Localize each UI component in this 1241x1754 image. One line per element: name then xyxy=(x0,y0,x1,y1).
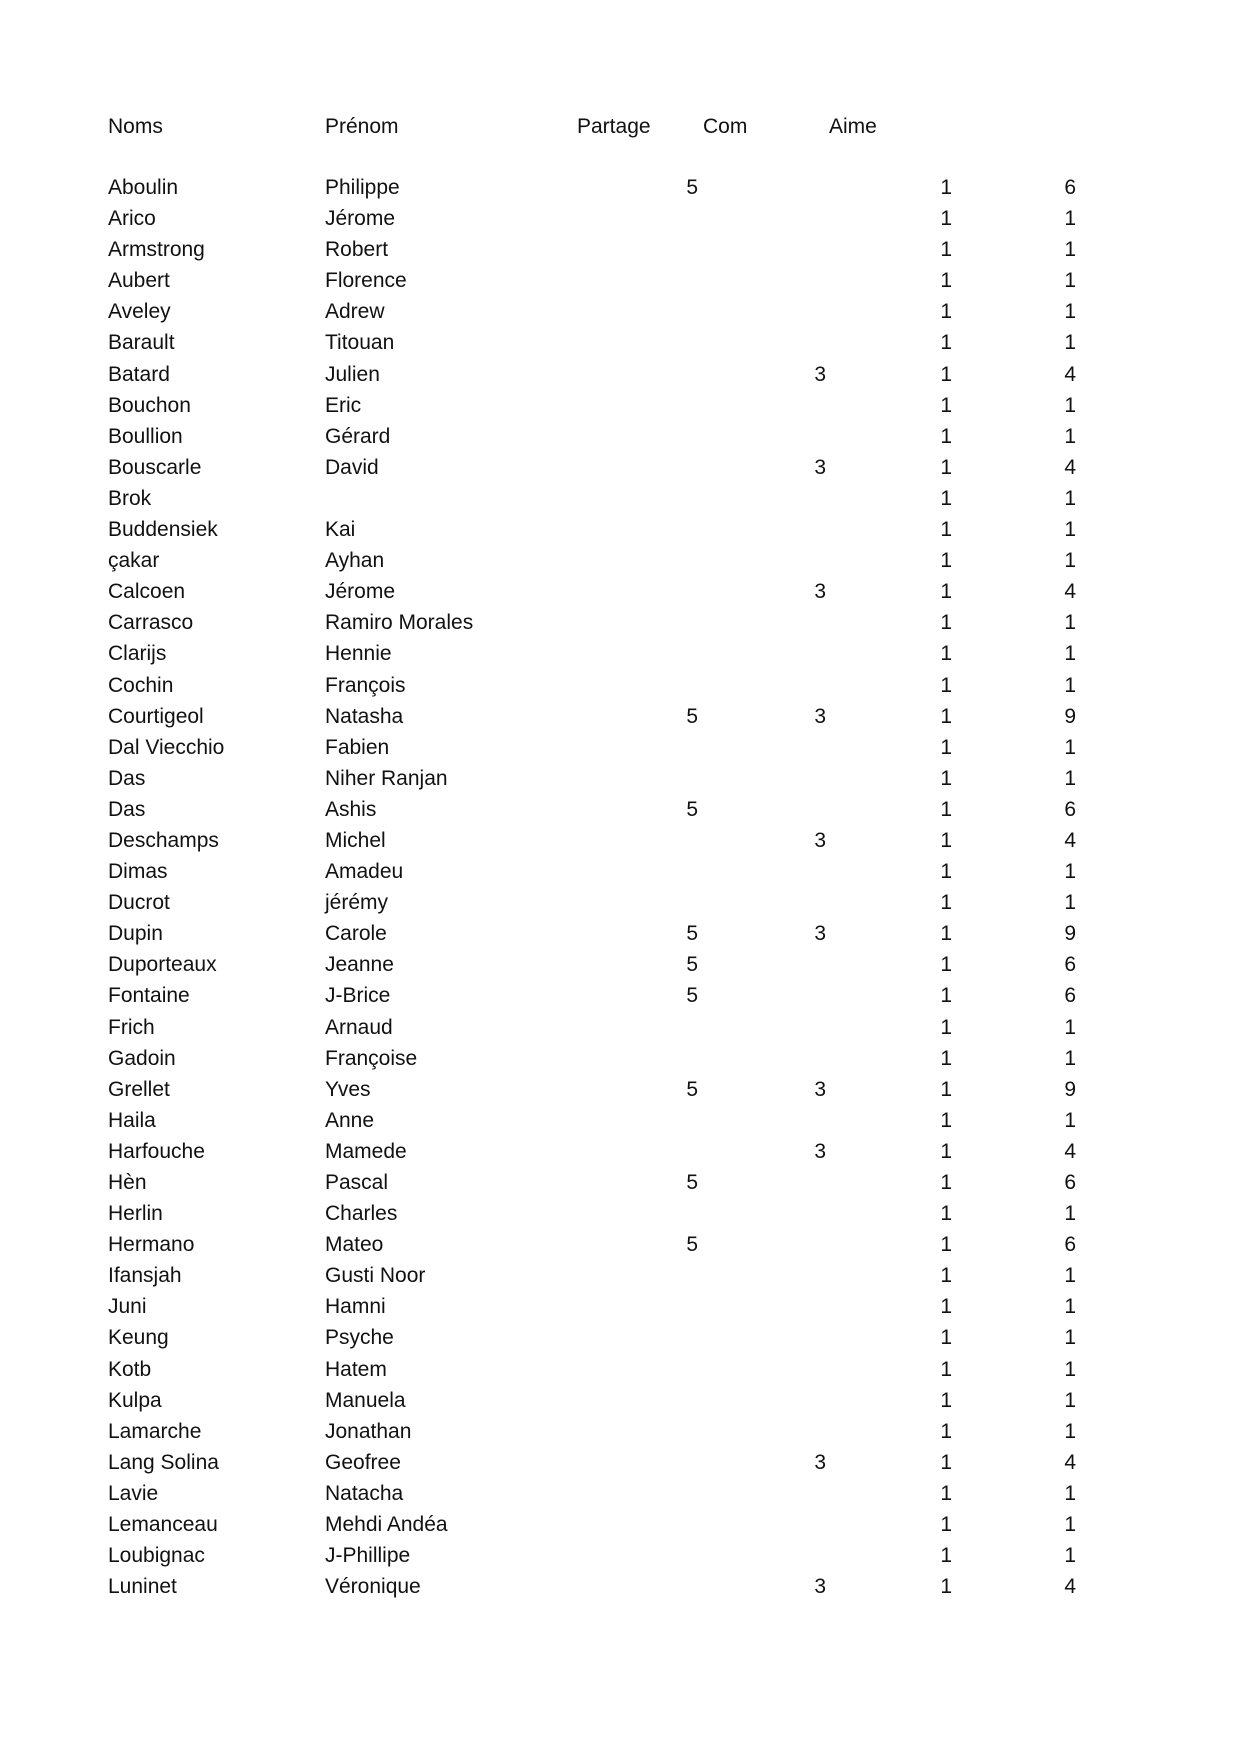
cell-prenom: Geofree xyxy=(325,1450,401,1474)
cell-total: 6 xyxy=(1064,797,1076,821)
cell-aime: 1 xyxy=(940,1264,952,1288)
cell-total: 1 xyxy=(1064,891,1076,915)
cell-nom: Clarijs xyxy=(108,642,167,666)
cell-prenom: Eric xyxy=(325,393,362,417)
table-row xyxy=(0,1292,1241,1323)
cell-aime: 1 xyxy=(940,269,952,293)
cell-total: 9 xyxy=(1064,1077,1076,1101)
cell-nom: çakar xyxy=(108,549,160,573)
cell-total: 1 xyxy=(1064,1264,1076,1288)
table-row xyxy=(0,919,1241,950)
cell-prenom: Florence xyxy=(325,269,407,293)
cell-nom: Kotb xyxy=(108,1357,152,1381)
cell-partage: 5 xyxy=(686,176,698,199)
table-row xyxy=(0,391,1241,422)
cell-prenom: Kai xyxy=(325,518,356,542)
cell-total: 1 xyxy=(1064,393,1076,417)
table-row xyxy=(0,360,1241,391)
cell-nom: Carrasco xyxy=(108,611,194,635)
cell-nom: Cochin xyxy=(108,673,174,697)
table-row xyxy=(0,1386,1241,1417)
cell-aime: 1 xyxy=(940,704,952,728)
cell-aime: 1 xyxy=(940,673,952,697)
cell-total: 1 xyxy=(1064,1326,1076,1350)
cell-prenom: Hennie xyxy=(325,642,392,666)
cell-nom: Frich xyxy=(108,1015,155,1039)
table-row xyxy=(0,453,1241,484)
table-row xyxy=(0,1541,1241,1572)
cell-aime: 1 xyxy=(940,300,952,324)
cell-nom: Fontaine xyxy=(108,984,190,1008)
cell-aime: 1 xyxy=(940,1202,952,1226)
cell-total: 1 xyxy=(1064,269,1076,293)
cell-prenom: Ramiro Morales xyxy=(325,611,474,635)
cell-aime: 1 xyxy=(940,207,952,231)
table-row xyxy=(0,639,1241,670)
cell-prenom: Yves xyxy=(325,1077,371,1101)
header-partage: Partage xyxy=(577,115,651,138)
cell-prenom: Carole xyxy=(325,922,387,946)
cell-nom: Kulpa xyxy=(108,1388,162,1412)
cell-nom: Lemanceau xyxy=(108,1513,218,1537)
cell-aime: 1 xyxy=(940,362,952,386)
cell-nom: Keung xyxy=(108,1326,169,1350)
table-row xyxy=(0,422,1241,453)
table-row xyxy=(0,1199,1241,1230)
cell-prenom: Hamni xyxy=(325,1295,386,1319)
cell-nom: Aubert xyxy=(108,269,170,293)
cell-total: 1 xyxy=(1064,611,1076,635)
cell-aime: 1 xyxy=(940,238,952,262)
cell-nom: Arico xyxy=(108,207,156,231)
cell-total: 6 xyxy=(1064,984,1076,1008)
cell-aime: 1 xyxy=(940,1171,952,1194)
cell-nom: Boullion xyxy=(108,424,183,448)
table-body xyxy=(0,173,1241,1603)
cell-nom: Ducrot xyxy=(108,891,170,915)
cell-total: 1 xyxy=(1064,331,1076,355)
cell-aime: 1 xyxy=(940,735,952,759)
cell-aime: 1 xyxy=(940,642,952,666)
table-row xyxy=(0,1572,1241,1603)
cell-nom: Buddensiek xyxy=(108,518,218,542)
cell-nom: Courtigeol xyxy=(108,704,204,728)
cell-nom: Lavie xyxy=(108,1481,159,1505)
cell-nom: Harfouche xyxy=(108,1139,205,1163)
cell-total: 1 xyxy=(1064,766,1076,790)
table-row xyxy=(0,608,1241,639)
table-row xyxy=(0,733,1241,764)
cell-total: 1 xyxy=(1064,1202,1076,1226)
cell-aime: 1 xyxy=(940,486,952,510)
cell-com: 3 xyxy=(814,455,826,479)
cell-partage: 5 xyxy=(686,797,698,821)
cell-aime: 1 xyxy=(940,860,952,884)
cell-nom: Herlin xyxy=(108,1202,163,1226)
cell-total: 1 xyxy=(1064,549,1076,573)
cell-total: 1 xyxy=(1064,735,1076,759)
table-row xyxy=(0,173,1241,204)
cell-total: 1 xyxy=(1064,1419,1076,1443)
cell-total: 4 xyxy=(1064,1575,1076,1599)
cell-prenom: Adrew xyxy=(325,300,385,324)
cell-total: 9 xyxy=(1064,922,1076,946)
table-row xyxy=(0,577,1241,608)
cell-partage: 5 xyxy=(686,953,698,977)
cell-nom: Lang Solina xyxy=(108,1450,219,1474)
cell-prenom: David xyxy=(325,455,379,479)
cell-prenom: Pascal xyxy=(325,1171,389,1194)
cell-aime: 1 xyxy=(940,1357,952,1381)
table-row xyxy=(0,1168,1241,1199)
header-com: Com xyxy=(703,115,748,138)
cell-com: 3 xyxy=(814,704,826,728)
cell-nom: Bouscarle xyxy=(108,455,202,479)
cell-aime: 1 xyxy=(940,1046,952,1070)
cell-total: 1 xyxy=(1064,642,1076,666)
cell-aime: 1 xyxy=(940,766,952,790)
cell-nom: Ifansjah xyxy=(108,1264,182,1288)
cell-prenom: Mehdi Andéa xyxy=(325,1513,448,1537)
cell-aime: 1 xyxy=(940,1295,952,1319)
cell-total: 1 xyxy=(1064,1046,1076,1070)
cell-prenom: Philippe xyxy=(325,176,400,199)
cell-prenom: Amadeu xyxy=(325,860,404,884)
cell-total: 6 xyxy=(1064,953,1076,977)
cell-aime: 1 xyxy=(940,331,952,355)
table-row xyxy=(0,1510,1241,1541)
cell-prenom: Manuela xyxy=(325,1388,406,1412)
cell-prenom: Natacha xyxy=(325,1481,404,1505)
cell-total: 1 xyxy=(1064,424,1076,448)
cell-aime: 1 xyxy=(940,1481,952,1505)
cell-nom: Duporteaux xyxy=(108,953,217,977)
cell-total: 4 xyxy=(1064,1139,1076,1163)
cell-prenom: J-Brice xyxy=(325,984,391,1008)
cell-aime: 1 xyxy=(940,1326,952,1350)
cell-total: 6 xyxy=(1064,1233,1076,1257)
cell-prenom: Mateo xyxy=(325,1233,384,1257)
table-row xyxy=(0,484,1241,515)
cell-prenom: Niher Ranjan xyxy=(325,766,448,790)
cell-com: 3 xyxy=(814,1077,826,1101)
cell-prenom: Charles xyxy=(325,1202,398,1226)
table-row xyxy=(0,1261,1241,1292)
cell-aime: 1 xyxy=(940,1575,952,1599)
cell-prenom: Mamede xyxy=(325,1139,407,1163)
table-row xyxy=(0,1355,1241,1386)
cell-nom: Gadoin xyxy=(108,1046,176,1070)
table-row xyxy=(0,888,1241,919)
cell-aime: 1 xyxy=(940,922,952,946)
cell-aime: 1 xyxy=(940,424,952,448)
cell-aime: 1 xyxy=(940,984,952,1008)
table-header xyxy=(0,112,1241,142)
cell-aime: 1 xyxy=(940,828,952,852)
table-row xyxy=(0,764,1241,795)
cell-total: 4 xyxy=(1064,1450,1076,1474)
header-prenom: Prénom xyxy=(325,115,399,138)
cell-prenom: Hatem xyxy=(325,1357,387,1381)
table-row xyxy=(0,795,1241,826)
cell-nom: Juni xyxy=(108,1295,147,1319)
cell-nom: Armstrong xyxy=(108,238,205,262)
cell-total: 1 xyxy=(1064,1357,1076,1381)
table-row xyxy=(0,515,1241,546)
cell-aime: 1 xyxy=(940,1544,952,1568)
cell-prenom: Michel xyxy=(325,828,386,852)
header-aime: Aime xyxy=(829,115,877,138)
cell-nom: Dimas xyxy=(108,860,168,884)
cell-com: 3 xyxy=(814,828,826,852)
cell-prenom: Robert xyxy=(325,238,389,262)
cell-aime: 1 xyxy=(940,1388,952,1412)
cell-aime: 1 xyxy=(940,1450,952,1474)
cell-nom: Hermano xyxy=(108,1233,195,1257)
cell-partage: 5 xyxy=(686,922,698,946)
table-row xyxy=(0,671,1241,702)
cell-aime: 1 xyxy=(940,1139,952,1163)
cell-nom: Lamarche xyxy=(108,1419,202,1443)
cell-total: 4 xyxy=(1064,455,1076,479)
cell-aime: 1 xyxy=(940,797,952,821)
cell-prenom: Jérome xyxy=(325,207,396,231)
table-row xyxy=(0,1044,1241,1075)
cell-com: 3 xyxy=(814,922,826,946)
cell-prenom: Jérome xyxy=(325,580,396,604)
cell-aime: 1 xyxy=(940,393,952,417)
cell-nom: Aboulin xyxy=(108,176,179,199)
table-row xyxy=(0,826,1241,857)
cell-com: 3 xyxy=(814,1575,826,1599)
cell-prenom: J-Phillipe xyxy=(325,1544,411,1568)
cell-prenom: jérémy xyxy=(325,891,389,915)
table-row xyxy=(0,1013,1241,1044)
cell-prenom: Gérard xyxy=(325,424,391,448)
cell-total: 1 xyxy=(1064,300,1076,324)
cell-nom: Das xyxy=(108,797,146,821)
cell-com: 3 xyxy=(814,1139,826,1163)
table-row xyxy=(0,1448,1241,1479)
header-noms: Noms xyxy=(108,115,163,138)
cell-partage: 5 xyxy=(686,1077,698,1101)
cell-prenom: Arnaud xyxy=(325,1015,393,1039)
table-row xyxy=(0,702,1241,733)
table-row xyxy=(0,546,1241,577)
table-row xyxy=(0,1137,1241,1168)
cell-nom: Dupin xyxy=(108,922,163,946)
cell-prenom: Gusti Noor xyxy=(325,1264,426,1288)
cell-nom: Hèn xyxy=(108,1171,147,1194)
cell-nom: Aveley xyxy=(108,300,171,324)
cell-total: 6 xyxy=(1064,176,1076,199)
cell-aime: 1 xyxy=(940,1015,952,1039)
cell-prenom: Julien xyxy=(325,362,380,386)
cell-nom: Dal Viecchio xyxy=(108,735,225,759)
table-row xyxy=(0,204,1241,235)
cell-nom: Luninet xyxy=(108,1575,177,1599)
cell-prenom: Anne xyxy=(325,1108,375,1132)
cell-nom: Deschamps xyxy=(108,828,219,852)
cell-total: 1 xyxy=(1064,673,1076,697)
cell-com: 3 xyxy=(814,1450,826,1474)
cell-nom: Calcoen xyxy=(108,580,186,604)
cell-partage: 5 xyxy=(686,1171,698,1194)
cell-nom: Brok xyxy=(108,486,152,510)
cell-com: 3 xyxy=(814,580,826,604)
table-row xyxy=(0,297,1241,328)
cell-com: 3 xyxy=(814,362,826,386)
cell-nom: Bouchon xyxy=(108,393,191,417)
cell-nom: Haila xyxy=(108,1108,156,1132)
cell-aime: 1 xyxy=(940,1077,952,1101)
cell-aime: 1 xyxy=(940,580,952,604)
table-row xyxy=(0,1417,1241,1448)
table-row xyxy=(0,981,1241,1012)
cell-prenom: Véronique xyxy=(325,1575,421,1599)
cell-total: 1 xyxy=(1064,1481,1076,1505)
cell-aime: 1 xyxy=(940,1233,952,1257)
cell-total: 1 xyxy=(1064,1388,1076,1412)
cell-total: 1 xyxy=(1064,1015,1076,1039)
cell-prenom: Titouan xyxy=(325,331,395,355)
cell-total: 9 xyxy=(1064,704,1076,728)
cell-total: 1 xyxy=(1064,1513,1076,1537)
cell-total: 1 xyxy=(1064,207,1076,231)
cell-prenom: Jonathan xyxy=(325,1419,412,1443)
cell-prenom: Françoise xyxy=(325,1046,418,1070)
cell-prenom: Ashis xyxy=(325,797,377,821)
cell-nom: Batard xyxy=(108,362,170,386)
cell-total: 1 xyxy=(1064,1544,1076,1568)
table-row xyxy=(0,950,1241,981)
cell-prenom: François xyxy=(325,673,406,697)
cell-aime: 1 xyxy=(940,518,952,542)
table-row xyxy=(0,1479,1241,1510)
cell-aime: 1 xyxy=(940,176,952,199)
cell-aime: 1 xyxy=(940,891,952,915)
cell-partage: 5 xyxy=(686,704,698,728)
table-row xyxy=(0,235,1241,266)
cell-nom: Das xyxy=(108,766,146,790)
cell-prenom: Ayhan xyxy=(325,549,385,573)
cell-nom: Loubignac xyxy=(108,1544,205,1568)
table-row xyxy=(0,1106,1241,1137)
cell-aime: 1 xyxy=(940,611,952,635)
cell-nom: Barault xyxy=(108,331,175,355)
cell-total: 4 xyxy=(1064,362,1076,386)
cell-prenom: Fabien xyxy=(325,735,390,759)
cell-total: 4 xyxy=(1064,580,1076,604)
table-row xyxy=(0,266,1241,297)
cell-total: 1 xyxy=(1064,1295,1076,1319)
table-row xyxy=(0,857,1241,888)
cell-aime: 1 xyxy=(940,953,952,977)
cell-total: 4 xyxy=(1064,828,1076,852)
cell-aime: 1 xyxy=(940,1419,952,1443)
cell-total: 6 xyxy=(1064,1171,1076,1194)
cell-aime: 1 xyxy=(940,549,952,573)
table-row xyxy=(0,1323,1241,1354)
cell-aime: 1 xyxy=(940,1513,952,1537)
table-row xyxy=(0,1230,1241,1261)
cell-total: 1 xyxy=(1064,486,1076,510)
cell-total: 1 xyxy=(1064,1108,1076,1132)
cell-prenom: Jeanne xyxy=(325,953,394,977)
cell-total: 1 xyxy=(1064,238,1076,262)
cell-aime: 1 xyxy=(940,1108,952,1132)
cell-partage: 5 xyxy=(686,1233,698,1257)
cell-prenom: Natasha xyxy=(325,704,404,728)
cell-total: 1 xyxy=(1064,860,1076,884)
cell-aime: 1 xyxy=(940,455,952,479)
cell-prenom: Psyche xyxy=(325,1326,394,1350)
cell-partage: 5 xyxy=(686,984,698,1008)
table-row xyxy=(0,1075,1241,1106)
cell-total: 1 xyxy=(1064,518,1076,542)
table-row xyxy=(0,328,1241,359)
cell-nom: Grellet xyxy=(108,1077,170,1101)
